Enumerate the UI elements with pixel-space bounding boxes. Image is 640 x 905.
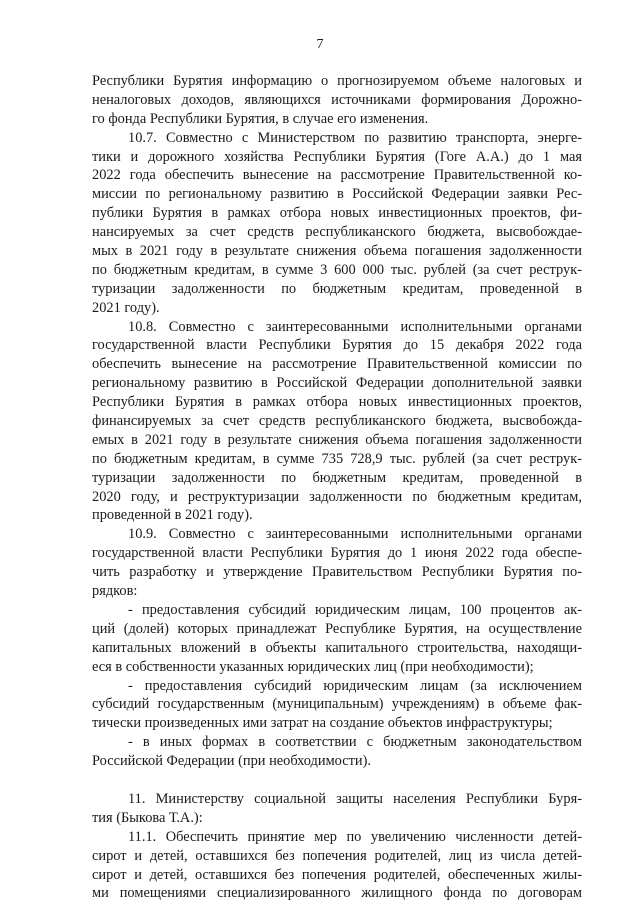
text-line: публики Бурятия в рамках отбора новых инвестиционных проектов, фи- — [92, 205, 582, 222]
text-line: чить разработку и утверждение Правительством Республики Бурятия по- — [92, 564, 582, 581]
text-line: финансируемых за счет средств республиканского бюджета, высвобожда- — [92, 413, 582, 430]
text-line: сирот и детей, оставшихся без попечения родителей, обеспеченных жилы- — [92, 866, 582, 883]
text-line: нансируемых за счет средств республиканского бюджета, высвобождае- — [92, 224, 582, 241]
text-line: государственной власти Республики Бурятия до 15 декабря 2022 года — [92, 337, 582, 354]
text-line: неналоговых доходов, являющихся источниками формирования Дорожно- — [92, 91, 582, 108]
text-line: обеспечить вынесение на рассмотрение Правительственной комиссии по — [92, 356, 582, 373]
text-line: 10.9. Совместно с заинтересованными исполнительными органами — [128, 526, 582, 543]
page-number: 7 — [316, 37, 324, 52]
text-line: Российской Федерации (при необходимости). — [92, 753, 371, 770]
text-line: проведенной в 2021 году). — [92, 507, 253, 524]
text-line: - в иных формах в соответствии с бюджетным законодательством — [128, 734, 582, 751]
text-line: региональному развитию в Российской Федерации дополнительной заявки — [92, 375, 582, 392]
text-line: ми помещениями специализированного жилищного фонда по договорам — [92, 885, 582, 902]
text-line: мых в 2021 году в результате снижения объема погашения задолженности — [92, 243, 582, 260]
text-line: туризации задолженности по бюджетным кредитам, проведенной в — [92, 469, 582, 486]
text-line: тики и дорожного хозяйства Республики Бурятия (Гоге А.А.) до 1 мая — [92, 148, 582, 165]
text-line: ций (долей) которых принадлежат Республике Бурятия, на осуществление — [92, 620, 582, 637]
document-body — [92, 72, 582, 903]
text-line: тически произведенных ими затрат на создание объектов инфраструктуры; — [92, 715, 553, 732]
text-line: туризации задолженности по бюджетным кредитам, проведенной в — [92, 280, 582, 297]
text-line: по бюджетным кредитам, в сумме 735 728,9 тыс. рублей (за счет реструк- — [92, 450, 582, 467]
text-line: субсидий государственным (муниципальным) учреждениям) в объеме фак- — [92, 696, 582, 713]
paragraph-p-11 — [92, 790, 582, 828]
text-line: 2020 году, и реструктуризации задолженности по бюджетным кредитам, — [92, 488, 582, 505]
text-line: миссии по региональному развитию в Российской Федерации заявки Рес- — [92, 186, 582, 203]
text-line: 2022 года обеспечить вынесение на рассмотрение Правительственной ко- — [92, 167, 582, 184]
paragraph-p-10-8 — [92, 318, 582, 526]
text-line: сирот и детей, оставшихся без попечения родителей, лиц из числа детей- — [92, 847, 582, 864]
text-line: еся в собственности указанных юридических лиц (при необходимости); — [92, 658, 534, 675]
paragraph-p-10-9 — [92, 525, 582, 601]
paragraph-p-cont — [92, 72, 582, 129]
text-line: 10.7. Совместно с Министерством по развитию транспорта, энерге- — [128, 129, 582, 146]
paragraph-p-bullet-2 — [92, 677, 582, 734]
text-line: 11. Министерству социальной защиты населения Республики Буря- — [128, 790, 582, 807]
text-line: Республики Бурятия в рамках отбора новых инвестиционных проектов, — [92, 394, 582, 411]
text-line: 11.1. Обеспечить принятие мер по увеличению численности детей- — [128, 828, 582, 845]
paragraph-p-bullet-1 — [92, 601, 582, 677]
text-line: тия (Быкова Т.А.): — [92, 809, 203, 826]
paragraph-p-10-7 — [92, 129, 582, 318]
text-line: го фонда Республики Бурятия, в случае его изменения. — [92, 110, 429, 127]
paragraph-p-bullet-3 — [92, 733, 582, 771]
paragraph-gap — [92, 771, 582, 790]
text-line: емых в 2021 году в результате снижения объема погашения задолженности — [92, 431, 582, 448]
text-line: - предоставления субсидий юридическим лицам (за исключением — [128, 677, 582, 694]
text-line: по бюджетным кредитам, в сумме 3 600 000 тыс. рублей (за счет реструк- — [92, 261, 582, 278]
text-line: 2021 году). — [92, 299, 160, 316]
text-line: государственной власти Республики Бурятия до 1 июня 2022 года обеспе- — [92, 545, 582, 562]
text-line: рядков: — [92, 583, 138, 600]
paragraph-p-11-1 — [92, 828, 582, 904]
text-line: Республики Бурятия информацию о прогнозируемом объеме налоговых и — [92, 73, 582, 89]
text-line: капитальных вложений в объекты капитального строительства, находящи- — [92, 639, 582, 656]
text-line: - предоставления субсидий юридическим лицам, 100 процентов ак- — [128, 601, 582, 618]
text-line: 10.8. Совместно с заинтересованными исполнительными органами — [128, 318, 582, 335]
